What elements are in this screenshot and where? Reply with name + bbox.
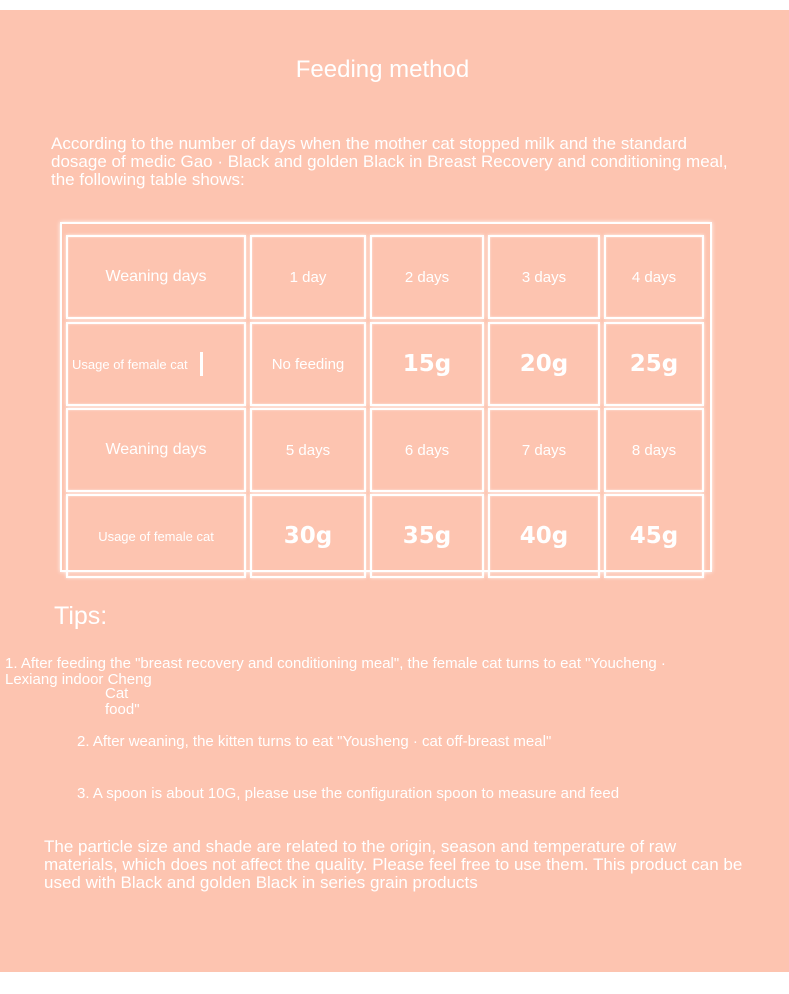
usage-label: Usage of female cat [72, 356, 188, 372]
table-cell-amount: 40g [488, 494, 600, 578]
table-cell-amount: No feeding [250, 322, 366, 406]
table-cell-amount: 15g [370, 322, 484, 406]
table-cell-amount: 30g [250, 494, 366, 578]
table-cell-day: 6 days [370, 408, 484, 492]
quality-note: The particle size and shade are related to the origin, season and temperature of raw materials, which does not affect the quality. Please feel free to use them. This product can be used with Black and golden Black in series grain products [44, 837, 743, 892]
feeding-table [60, 222, 712, 572]
table-cell-day: 1 day [250, 235, 366, 319]
table-cell-header: Weaning days [66, 235, 246, 319]
table-cell-header: Weaning days [66, 408, 246, 492]
intro-text: According to the number of days when the mother cat stopped milk and the standard dosage of medic Gao · Black and golden Black in Breast Recovery and conditioning meal, the following table shows: [51, 134, 728, 189]
table-cell-day: 2 days [370, 235, 484, 319]
table-cell-header [66, 322, 246, 406]
table-cell-day: 5 days [250, 408, 366, 492]
text-cursor [200, 352, 203, 376]
table-cell-amount: 35g [370, 494, 484, 578]
table-cell-amount: 25g [604, 322, 704, 406]
table-cell-header: Usage of female cat [66, 494, 246, 578]
tip-1-line-3: Cat [105, 685, 129, 702]
table-cell-day: 7 days [488, 408, 600, 492]
table-cell-day: 8 days [604, 408, 704, 492]
tip-2: 2. After weaning, the kitten turns to eat "Yousheng · cat off-breast meal" [77, 733, 552, 750]
table-cell-amount: 20g [488, 322, 600, 406]
table-cell-day: 4 days [604, 235, 704, 319]
tip-3: 3. A spoon is about 10G, please use the configuration spoon to measure and feed [77, 785, 620, 802]
table-cell-amount: 45g [604, 494, 704, 578]
table-cell-day: 3 days [488, 235, 600, 319]
tip-1-line-1: 1. After feeding the "breast recovery and conditioning meal", the female cat turns to eat "Youcheng · [5, 655, 666, 672]
tip-1-line-2: Lexiang indoor Cheng [5, 671, 152, 688]
tips-heading: Tips: [54, 602, 108, 630]
tip-1-line-4: food" [105, 701, 140, 718]
page-title: Feeding method [295, 56, 470, 83]
